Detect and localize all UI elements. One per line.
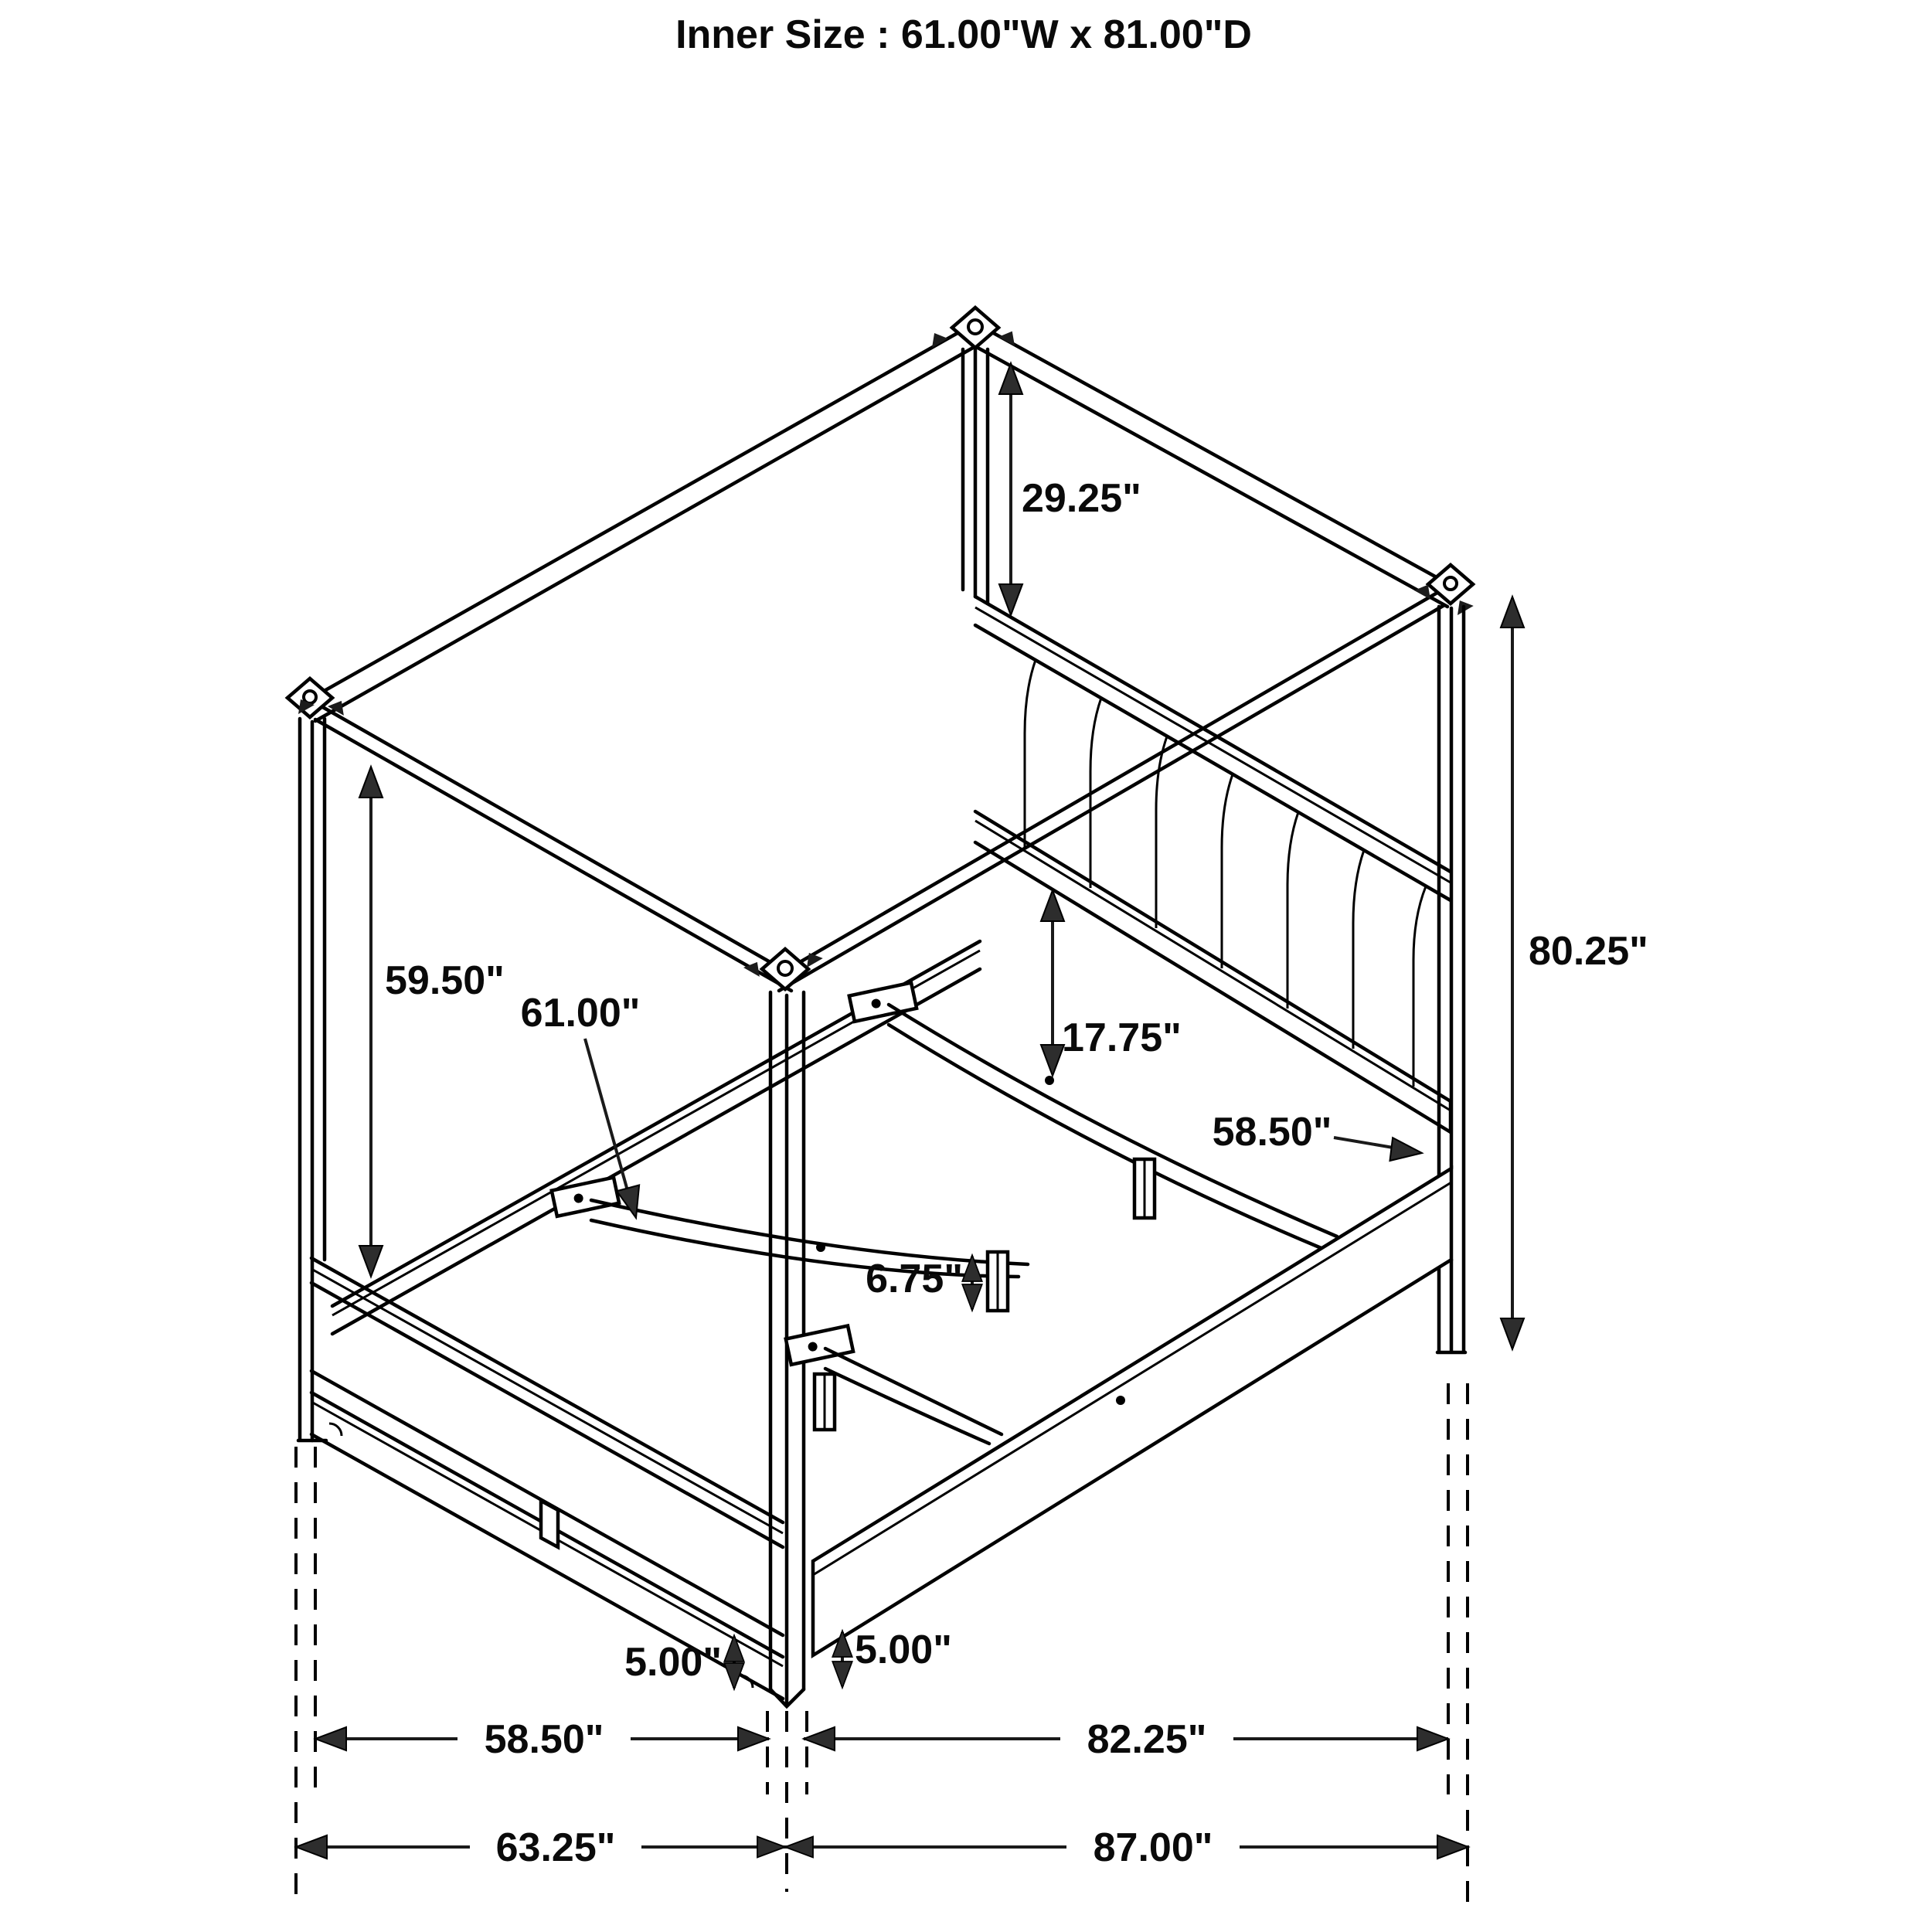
dimension-row-overall-depth — [785, 1825, 1468, 1870]
dim-label-59-50: 59.50" — [385, 958, 505, 1003]
dimension-row-siderail-span — [804, 1717, 1448, 1762]
front-side-rail — [813, 1168, 1451, 1655]
dim-label-6-75: 6.75" — [866, 1257, 963, 1301]
slat-3 — [786, 1326, 1002, 1444]
dim-label-5-00-left: 5.00" — [624, 1640, 722, 1685]
dimension-footboard-floor-clearance — [624, 1635, 744, 1689]
dim-label-82-25: 82.25" — [1087, 1717, 1207, 1762]
canopy-corner-left — [287, 679, 332, 717]
dimension-canopy-clearance — [359, 767, 505, 1277]
dim-label-80-25: 80.25" — [1529, 929, 1648, 974]
footboard — [311, 1258, 783, 1699]
page-title: Inner Size : 61.00"W x 81.00"D — [675, 12, 1252, 57]
slat-leg-1 — [1134, 1159, 1155, 1218]
dimension-headboard-to-slat — [1041, 890, 1182, 1076]
dimension-siderail-floor-clearance — [832, 1628, 952, 1688]
slat-leg-3 — [815, 1374, 835, 1430]
dim-label-58-50-bottom: 58.50" — [484, 1717, 604, 1762]
back-post — [963, 349, 988, 604]
bed-posts — [298, 349, 1465, 1706]
slat-leg-2 — [988, 1252, 1008, 1311]
dimension-head-rail-length — [1213, 1110, 1423, 1165]
dim-label-87-00: 87.00" — [1093, 1825, 1213, 1870]
dim-label-29-25: 29.25" — [1022, 476, 1141, 521]
dimension-row-footboard-span — [315, 1717, 769, 1762]
canopy-corner-front — [762, 949, 808, 989]
dim-label-5-00-right: 5.00" — [855, 1628, 952, 1672]
dim-label-17-75: 17.75" — [1062, 1015, 1182, 1060]
corner-connector-marks — [293, 327, 1474, 977]
dim-label-63-25: 63.25" — [495, 1825, 616, 1870]
left-post — [298, 719, 326, 1440]
footboard-center-brace — [541, 1501, 558, 1547]
dim-label-58-50-side: 58.50" — [1212, 1110, 1332, 1155]
canopy-frame — [287, 308, 1474, 991]
dim-label-61-00: 61.00" — [520, 991, 641, 1036]
dimension-overall-height — [1501, 597, 1648, 1349]
dimension-slat-leg-height — [866, 1255, 982, 1311]
dimension-row-overall-width — [296, 1825, 785, 1870]
canopy-corner-back — [952, 308, 998, 348]
